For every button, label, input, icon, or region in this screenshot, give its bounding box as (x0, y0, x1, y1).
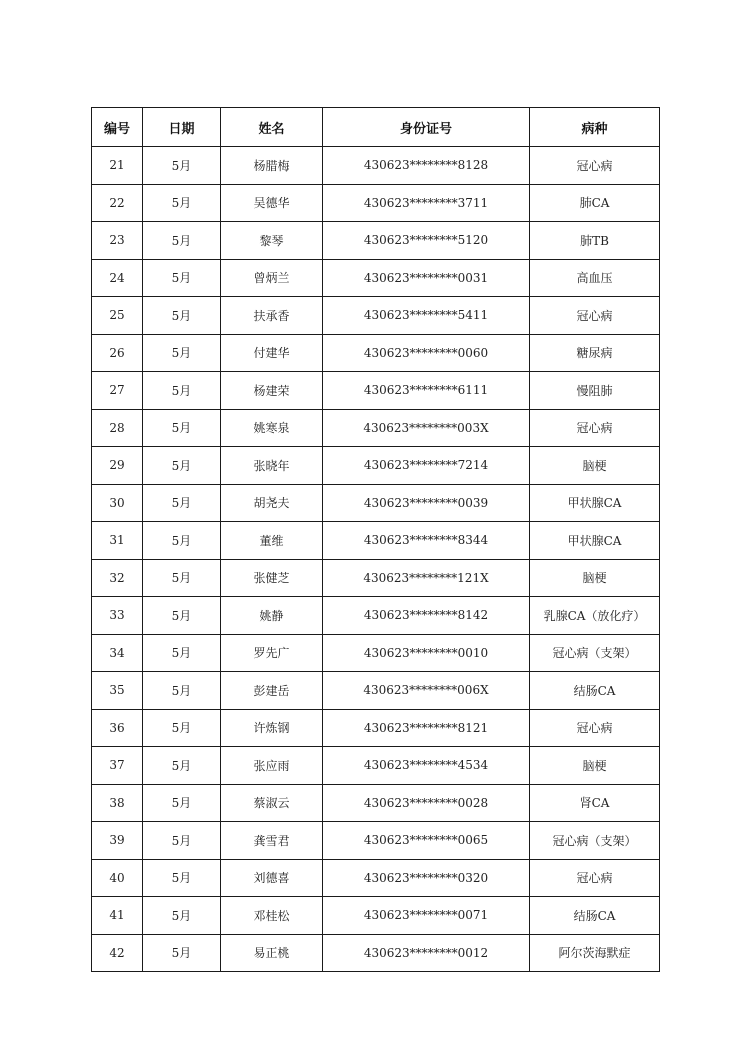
cell-date: 5月 (143, 297, 221, 335)
cell-id-number: 430623********0031 (323, 259, 530, 297)
cell-number: 29 (92, 447, 143, 485)
cell-date: 5月 (143, 409, 221, 447)
cell-disease: 冠心病（支架） (530, 822, 660, 860)
cell-disease: 冠心病（支架） (530, 634, 660, 672)
cell-name: 邓桂松 (221, 897, 323, 935)
table-row (92, 822, 660, 860)
cell-number: 27 (92, 372, 143, 410)
cell-date: 5月 (143, 259, 221, 297)
table-row (92, 859, 660, 897)
cell-id-number: 430623********5411 (323, 297, 530, 335)
cell-name: 张健芝 (221, 559, 323, 597)
cell-disease: 结肠CA (530, 897, 660, 935)
cell-number: 39 (92, 822, 143, 860)
cell-name: 胡尧夫 (221, 484, 323, 522)
cell-date: 5月 (143, 859, 221, 897)
table-row (92, 447, 660, 485)
cell-id-number: 430623********5120 (323, 222, 530, 260)
cell-disease: 慢阻肺 (530, 372, 660, 410)
cell-number: 21 (92, 147, 143, 185)
cell-disease: 结肠CA (530, 672, 660, 710)
cell-name: 付建华 (221, 334, 323, 372)
cell-date: 5月 (143, 934, 221, 972)
cell-id-number: 430623********0028 (323, 784, 530, 822)
cell-number: 24 (92, 259, 143, 297)
cell-number: 22 (92, 184, 143, 222)
cell-id-number: 430623********6111 (323, 372, 530, 410)
cell-name: 杨建荣 (221, 372, 323, 410)
cell-disease: 冠心病 (530, 709, 660, 747)
cell-disease: 冠心病 (530, 147, 660, 185)
table-row (92, 184, 660, 222)
cell-id-number: 430623********0320 (323, 859, 530, 897)
cell-date: 5月 (143, 784, 221, 822)
table-row (92, 334, 660, 372)
cell-number: 34 (92, 634, 143, 672)
cell-id-number: 430623********0010 (323, 634, 530, 672)
cell-date: 5月 (143, 222, 221, 260)
table-row (92, 897, 660, 935)
cell-id-number: 430623********121X (323, 559, 530, 597)
cell-number: 28 (92, 409, 143, 447)
cell-number: 42 (92, 934, 143, 972)
cell-name: 易正桃 (221, 934, 323, 972)
header-id-number: 身份证号 (323, 108, 530, 147)
cell-number: 38 (92, 784, 143, 822)
cell-id-number: 430623********0039 (323, 484, 530, 522)
cell-name: 姚静 (221, 597, 323, 635)
header-disease: 病种 (530, 108, 660, 147)
table-body (92, 147, 660, 972)
cell-disease: 糖尿病 (530, 334, 660, 372)
cell-name: 龚雪君 (221, 822, 323, 860)
cell-number: 35 (92, 672, 143, 710)
cell-date: 5月 (143, 484, 221, 522)
cell-name: 许炼钢 (221, 709, 323, 747)
cell-date: 5月 (143, 372, 221, 410)
cell-disease: 冠心病 (530, 409, 660, 447)
table-row (92, 484, 660, 522)
cell-date: 5月 (143, 447, 221, 485)
cell-date: 5月 (143, 597, 221, 635)
cell-id-number: 430623********8142 (323, 597, 530, 635)
cell-disease: 脑梗 (530, 447, 660, 485)
cell-disease: 甲状腺CA (530, 522, 660, 560)
cell-id-number: 430623********3711 (323, 184, 530, 222)
cell-name: 张应雨 (221, 747, 323, 785)
cell-id-number: 430623********7214 (323, 447, 530, 485)
cell-number: 41 (92, 897, 143, 935)
cell-id-number: 430623********8128 (323, 147, 530, 185)
cell-disease: 脑梗 (530, 559, 660, 597)
cell-disease: 高血压 (530, 259, 660, 297)
cell-id-number: 430623********4534 (323, 747, 530, 785)
cell-name: 黎琴 (221, 222, 323, 260)
table-row (92, 522, 660, 560)
table-row (92, 597, 660, 635)
table-row (92, 222, 660, 260)
cell-name: 曾炳兰 (221, 259, 323, 297)
table-row (92, 934, 660, 972)
cell-number: 25 (92, 297, 143, 335)
cell-number: 40 (92, 859, 143, 897)
cell-id-number: 430623********0071 (323, 897, 530, 935)
table-row (92, 297, 660, 335)
cell-disease: 肺TB (530, 222, 660, 260)
cell-disease: 脑梗 (530, 747, 660, 785)
table-row (92, 559, 660, 597)
header-name: 姓名 (221, 108, 323, 147)
cell-disease: 肾CA (530, 784, 660, 822)
cell-date: 5月 (143, 184, 221, 222)
cell-name: 扶承香 (221, 297, 323, 335)
cell-date: 5月 (143, 147, 221, 185)
table-row (92, 372, 660, 410)
cell-id-number: 430623********0012 (323, 934, 530, 972)
table-row (92, 147, 660, 185)
cell-date: 5月 (143, 747, 221, 785)
cell-number: 36 (92, 709, 143, 747)
cell-disease: 冠心病 (530, 297, 660, 335)
cell-id-number: 430623********0065 (323, 822, 530, 860)
cell-name: 杨腊梅 (221, 147, 323, 185)
cell-id-number: 430623********8344 (323, 522, 530, 560)
cell-number: 23 (92, 222, 143, 260)
cell-number: 26 (92, 334, 143, 372)
patient-records-table (91, 107, 660, 972)
cell-date: 5月 (143, 634, 221, 672)
cell-id-number: 430623********003X (323, 409, 530, 447)
cell-name: 董维 (221, 522, 323, 560)
cell-disease: 乳腺CA（放化疗） (530, 597, 660, 635)
cell-name: 刘德喜 (221, 859, 323, 897)
table-row (92, 747, 660, 785)
table-row (92, 709, 660, 747)
cell-name: 姚寒泉 (221, 409, 323, 447)
cell-name: 蔡淑云 (221, 784, 323, 822)
cell-name: 罗先广 (221, 634, 323, 672)
cell-name: 吴德华 (221, 184, 323, 222)
cell-disease: 冠心病 (530, 859, 660, 897)
cell-id-number: 430623********0060 (323, 334, 530, 372)
table-row (92, 634, 660, 672)
table-row (92, 784, 660, 822)
header-date: 日期 (143, 108, 221, 147)
cell-disease: 甲状腺CA (530, 484, 660, 522)
cell-date: 5月 (143, 334, 221, 372)
cell-disease: 阿尔茨海默症 (530, 934, 660, 972)
cell-name: 彭建岳 (221, 672, 323, 710)
table-row (92, 259, 660, 297)
cell-date: 5月 (143, 559, 221, 597)
cell-name: 张晓年 (221, 447, 323, 485)
cell-date: 5月 (143, 672, 221, 710)
cell-id-number: 430623********8121 (323, 709, 530, 747)
table-row (92, 672, 660, 710)
cell-number: 32 (92, 559, 143, 597)
header-number: 编号 (92, 108, 143, 147)
header-row (92, 108, 660, 147)
cell-date: 5月 (143, 897, 221, 935)
cell-number: 30 (92, 484, 143, 522)
cell-number: 37 (92, 747, 143, 785)
cell-disease: 肺CA (530, 184, 660, 222)
cell-date: 5月 (143, 822, 221, 860)
table-row (92, 409, 660, 447)
cell-id-number: 430623********006X (323, 672, 530, 710)
cell-number: 31 (92, 522, 143, 560)
cell-date: 5月 (143, 709, 221, 747)
cell-date: 5月 (143, 522, 221, 560)
cell-number: 33 (92, 597, 143, 635)
